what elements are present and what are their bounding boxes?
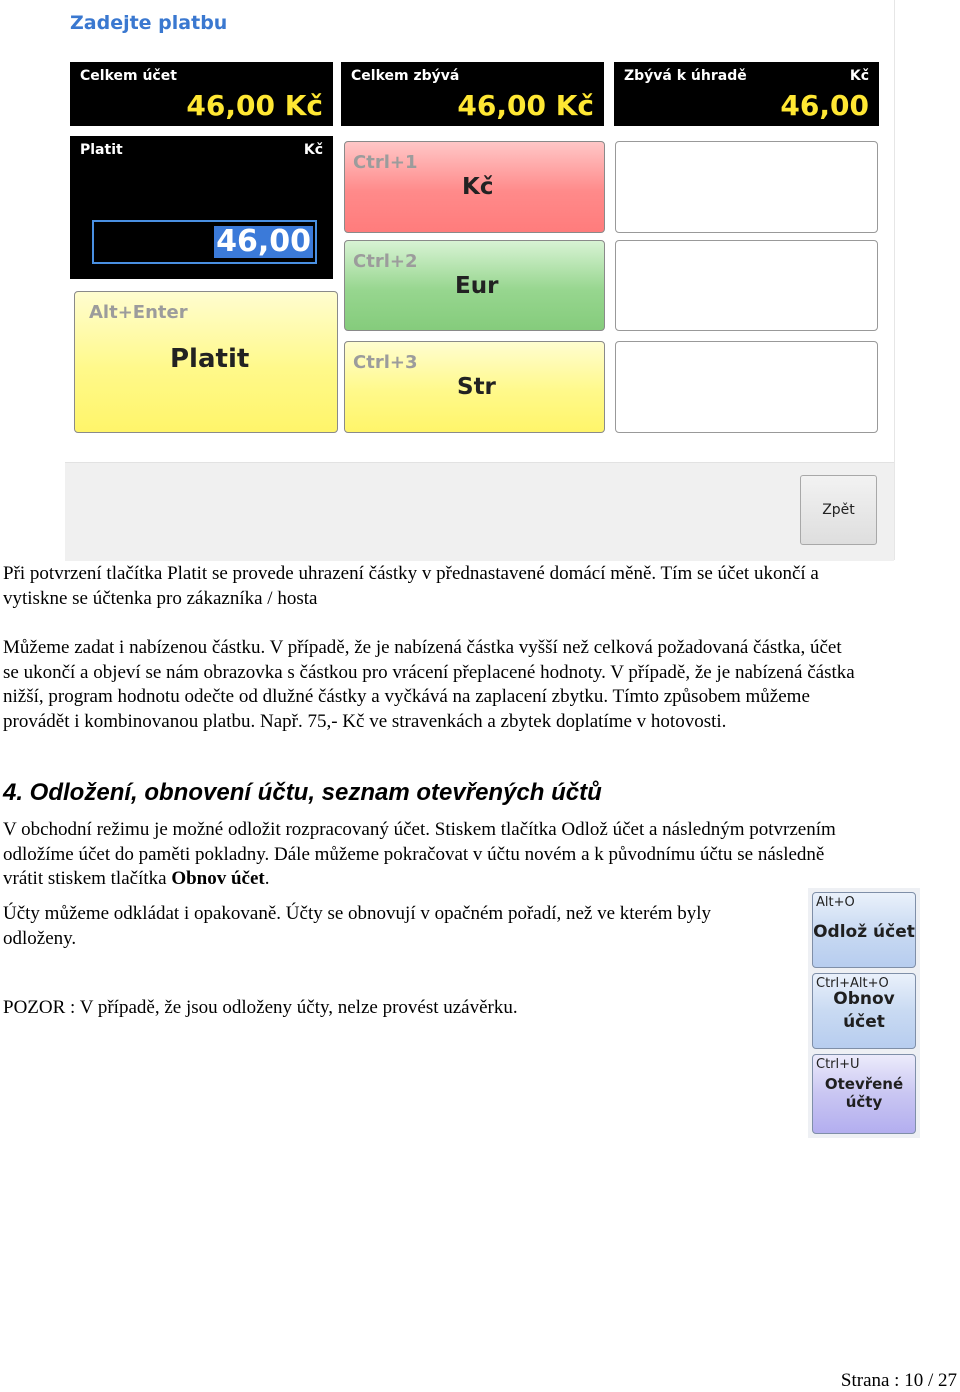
restore-account-emphasis: Obnov účet <box>171 868 265 889</box>
remaining-to-pay-box <box>614 62 879 126</box>
pay-amount-label: Platit <box>80 142 123 158</box>
restore-account-label-2: účet <box>843 1012 885 1032</box>
postpone-account-button[interactable] <box>812 892 916 968</box>
empty-slot-button-1[interactable] <box>615 141 878 233</box>
paragraph-repeat <box>3 902 711 951</box>
paragraph-confirm-line-1: Při potvrzení tlačítka Platit se provede uhrazení částky v přednastavené domácí měně. Tím se účet ukončí a <box>3 563 819 584</box>
paragraph-postpone-line-2: odložíme účet do paměti pokladny. Dále můžeme pokračovat v účtu novém a k původnímu účtu se následně <box>3 843 825 865</box>
pay-amount-box <box>70 136 333 279</box>
postpone-account-label: Odlož účet <box>813 922 915 942</box>
total-remaining-label: Celkem zbývá <box>351 68 460 84</box>
restore-account-shortcut: Ctrl+Alt+O <box>816 976 889 991</box>
paragraph-offered-line-2: se ukončí a objeví se nám obrazovka s částkou pro vrácení přeplacené hodnoty. V případě, že je nabízená částka <box>3 661 855 683</box>
open-accounts-button[interactable] <box>812 1054 916 1134</box>
currency-czk-button[interactable] <box>344 141 605 233</box>
pay-amount-currency: Kč <box>303 142 323 158</box>
remaining-to-pay-label: Zbývá k úhradě <box>624 68 747 84</box>
currency-str-button[interactable] <box>344 341 605 433</box>
payment-dialog <box>65 0 895 560</box>
paragraph-postpone-line-3-post: . <box>264 868 270 889</box>
paragraph-repeat-line-1: Účty můžeme odkládat i opakovaně. Účty se obnovují v opačném pořadí, než ve kterém byly <box>3 903 712 924</box>
paragraph-confirm-line-2: vytiskne se účtenka pro zákazníka / hosta <box>3 587 318 609</box>
total-remaining-value: 46,00 Kč <box>457 89 594 122</box>
currency-eur-label: Eur <box>455 273 499 299</box>
currency-str-label: Str <box>457 374 496 400</box>
total-bill-value: 46,00 Kč <box>186 89 323 122</box>
paragraph-warning: POZOR : V případě, že jsou odloženy účty, nelze provést uzávěrku. <box>3 997 518 1018</box>
confirm-pay-shortcut: Alt+Enter <box>89 302 188 323</box>
section-heading: 4. Odložení, obnovení účtu, seznam otevřených účtů <box>3 779 602 806</box>
confirm-pay-button[interactable] <box>74 291 338 433</box>
paragraph-offered-line-3: nižší, program hodnotu odečte od dlužné částky a vyčkává na zaplacení zbytku. Tímto způsobem můžeme <box>3 686 810 707</box>
total-remaining-box <box>341 62 604 126</box>
currency-czk-shortcut: Ctrl+1 <box>353 152 418 173</box>
confirm-pay-label: Platit <box>170 344 250 374</box>
currency-eur-shortcut: Ctrl+2 <box>353 251 418 272</box>
remaining-to-pay-value: 46,00 <box>780 89 869 122</box>
currency-eur-button[interactable] <box>344 240 605 331</box>
paragraph-offered-line-4: provádět i kombinovanou platbu. Např. 75,- Kč ve stravenkách a zbytek doplatíme v hotovosti. <box>3 710 727 732</box>
open-accounts-label-1: Otevřené <box>824 1075 904 1093</box>
dialog-title: Zadejte platbu <box>70 12 228 34</box>
currency-str-shortcut: Ctrl+3 <box>353 352 418 373</box>
remaining-to-pay-currency: Kč <box>849 68 869 84</box>
postpone-account-shortcut: Alt+O <box>816 895 855 910</box>
restore-account-label-1: Obnov <box>833 989 895 1009</box>
back-button[interactable]: Zpět <box>800 475 877 545</box>
paragraph-postpone-line-1: V obchodní režimu je možné odložit rozpracovaný účet. Stiskem tlačítka Odlož účet a následným potvrzením <box>3 819 836 840</box>
empty-slot-button-3[interactable] <box>615 341 878 433</box>
paragraph-confirm <box>3 562 819 611</box>
total-bill-label: Celkem účet <box>80 68 177 84</box>
paragraph-repeat-line-2: odloženy. <box>3 927 77 949</box>
empty-slot-button-2[interactable] <box>615 240 878 331</box>
paragraph-offered-line-1: Můžeme zadat i nabízenou částku. V případě, že je nabízená částka vyšší než celková požadovaná částka, účet <box>3 637 842 658</box>
pay-amount-input[interactable] <box>92 220 317 264</box>
paragraph-postpone <box>3 818 836 892</box>
total-bill-box <box>70 62 333 126</box>
paragraph-postpone-line-3-pre: vrátit stiskem tlačítka <box>3 868 172 889</box>
restore-account-button[interactable] <box>812 973 916 1049</box>
currency-czk-label: Kč <box>462 174 494 200</box>
open-accounts-shortcut: Ctrl+U <box>816 1057 860 1072</box>
open-accounts-label-2: účty <box>845 1093 883 1111</box>
dialog-footer-bar <box>65 462 894 561</box>
page-number: Strana : 10 / 27 <box>840 1370 957 1391</box>
paragraph-offered-amount <box>3 636 855 734</box>
account-buttons-image <box>808 888 920 1138</box>
pay-amount-value: 46,00 <box>216 224 311 259</box>
